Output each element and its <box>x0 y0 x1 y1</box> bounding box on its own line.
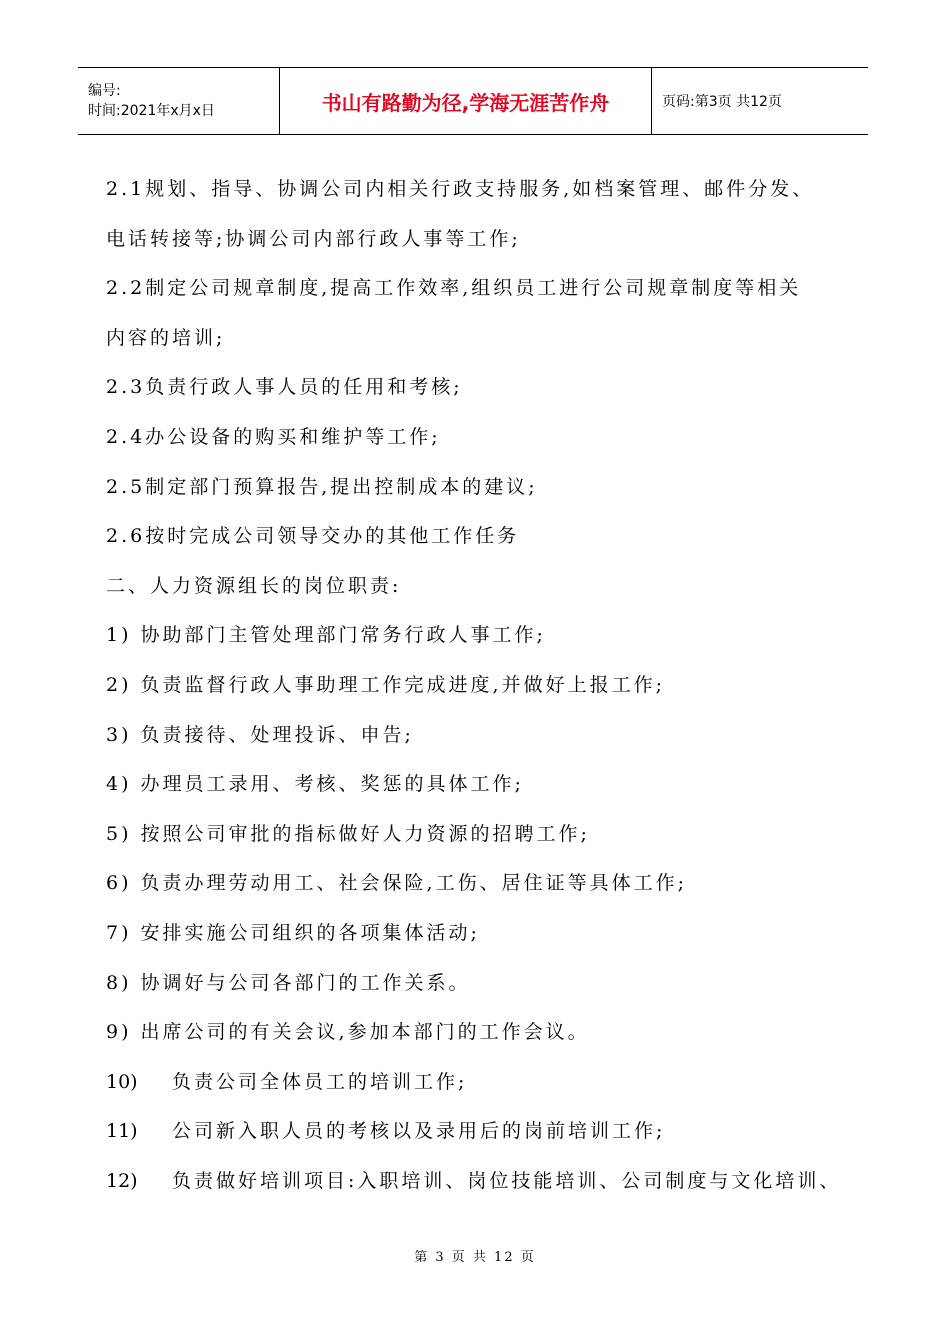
document-header <box>78 67 868 135</box>
list-item: 3) 负责接待、处理投诉、申告; <box>106 723 414 746</box>
paragraph-line: 2.4办公设备的购买和维护等工作; <box>106 425 441 448</box>
document-body <box>106 165 851 1206</box>
paragraph-line: 2.2制定公司规章制度,提高工作效率,组织员工进行公司规章制度等相关 <box>106 277 802 300</box>
list-item: 6) 负责办理劳动用工、社会保险,工伤、居住证等具体工作; <box>106 872 687 895</box>
list-item-text: 负责做好培训项目:入职培训、岗位技能培训、公司制度与文化培训、 <box>172 1169 842 1192</box>
paragraph-line: 2.3负责行政人事人员的任用和考核; <box>106 376 463 399</box>
header-motto-cell <box>280 68 652 134</box>
document-time-label: 时间:2021年x月x日 <box>88 103 215 119</box>
list-item-text: 负责公司全体员工的培训工作; <box>172 1070 468 1093</box>
list-item: 9) 出席公司的有关会议,参加本部门的工作会议。 <box>106 1021 590 1044</box>
list-item-number: 11) <box>106 1120 138 1143</box>
list-item <box>106 1058 851 1108</box>
list-item-number: 12) <box>106 1169 138 1192</box>
paragraph-line: 电话转接等;协调公司内部行政人事等工作; <box>106 227 521 250</box>
paragraph-line: 2.5制定部门预算报告,提出控制成本的建议; <box>106 475 538 498</box>
header-motto: 书山有路勤为径,学海无涯苦作舟 <box>321 90 610 115</box>
list-item: 4) 办理员工录用、考核、奖惩的具体工作; <box>106 773 524 796</box>
section-heading: 二、人力资源组长的岗位职责: <box>106 574 402 597</box>
header-meta <box>78 68 280 134</box>
page-footer: 第 3 页 共 12 页 <box>414 1250 536 1265</box>
header-page-cell <box>652 68 868 134</box>
list-item: 7) 安排实施公司组织的各项集体活动; <box>106 921 480 944</box>
list-item: 2) 负责监督行政人事助理工作完成进度,并做好上报工作; <box>106 673 665 696</box>
list-item: 5) 按照公司审批的指标做好人力资源的招聘工作; <box>106 822 590 845</box>
document-number-label: 编号: <box>88 83 121 99</box>
list-item: 1) 协助部门主管处理部门常务行政人事工作; <box>106 624 546 647</box>
paragraph-line: 2.6按时完成公司领导交办的其他工作任务 <box>106 525 520 548</box>
paragraph-line: 2.1规划、指导、协调公司内相关行政支持服务,如档案管理、邮件分发、 <box>106 178 815 200</box>
header-page-label: 页码:第3页 共12页 <box>662 94 782 110</box>
list-item <box>106 1107 851 1157</box>
list-item-number: 10) <box>106 1070 138 1093</box>
list-item: 8) 协调好与公司各部门的工作关系。 <box>106 971 471 994</box>
list-item <box>106 1157 851 1207</box>
list-item-text: 公司新入职人员的考核以及录用后的岗前培训工作; <box>172 1120 666 1143</box>
paragraph-line: 内容的培训; <box>106 326 226 349</box>
